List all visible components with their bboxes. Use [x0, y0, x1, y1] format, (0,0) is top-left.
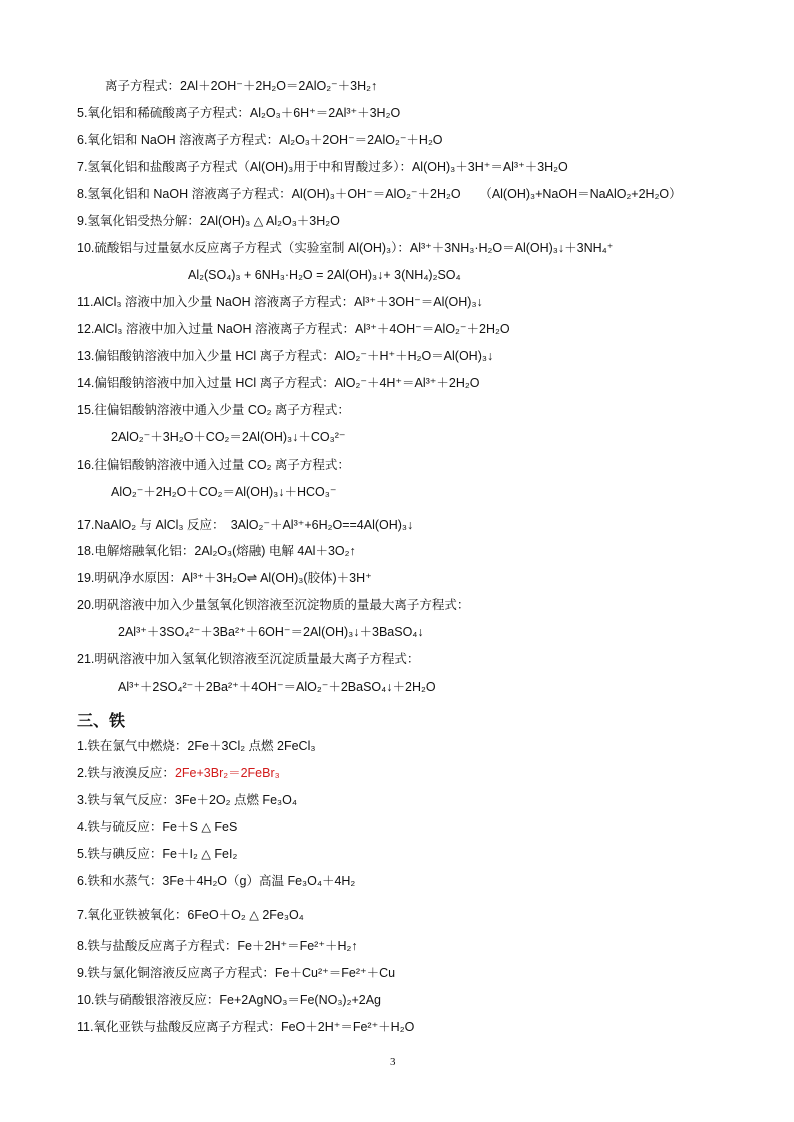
- equation-line: [77, 347, 493, 365]
- equation-line: [77, 964, 395, 982]
- equation-text: Al³⁺＋2SO₄²⁻＋2Ba²⁺＋4OH⁻＝AlO₂⁻＋2BaSO₄↓＋2H₂O: [118, 680, 436, 694]
- equation-text: 7.氧化亚铁被氧化：6FeO＋O₂ △ 2Fe₃O₄: [77, 908, 304, 922]
- equation-text: 16.往偏铝酸钠溶液中通入过量 CO₂ 离子方程式：: [77, 458, 350, 472]
- equation-text: 7.氢氧化铝和盐酸离子方程式（Al(OH)₃用于中和胃酸过多）：Al(OH)₃＋3H⁺＝Al³⁺＋3H₂O: [77, 160, 568, 174]
- equation-line: [77, 293, 483, 311]
- equation-text: 5.氧化铝和稀硫酸离子方程式：Al₂O₃＋6H⁺＝2Al³⁺＋3H₂O: [77, 106, 401, 120]
- equation-line: [77, 569, 372, 587]
- equation-line: [188, 266, 461, 284]
- equation-line: [77, 239, 613, 257]
- equation-text: 17.NaAlO₂ 与 AlCl₃ 反应： 3AlO₂⁻＋Al³⁺+6H₂O==4Al(OH)₃↓: [77, 518, 414, 532]
- equation-text: 21.明矾溶液中加入氢氧化钡溶液至沉淀质量最大离子方程式：: [77, 652, 420, 666]
- equation-text: 18.电解熔融氧化铝：2Al₂O₃(熔融) 电解 4Al＋3O₂↑: [77, 544, 356, 558]
- equation-line: [77, 1018, 414, 1036]
- section-heading-iron: 三、铁: [77, 713, 126, 730]
- equation-line: [77, 991, 381, 1009]
- equation-line: [77, 764, 280, 782]
- equation-text: 2AlO₂⁻＋3H₂O＋CO₂＝2Al(OH)₃↓＋CO₃²⁻: [111, 430, 346, 444]
- equation-line: [77, 185, 682, 203]
- equation-line: [118, 623, 424, 641]
- equation-line: [77, 320, 510, 338]
- equation-line: [111, 428, 345, 446]
- equation-text: 3.铁与氧气反应：3Fe＋2O₂ 点燃 Fe₃O₄: [77, 793, 297, 807]
- equation-line: [77, 650, 419, 668]
- equation-text: 5.铁与碘反应：Fe＋I₂ △ FeI₂: [77, 847, 238, 861]
- equation-line: [77, 596, 469, 614]
- equation-line: [77, 937, 358, 955]
- equation-text: 1.铁在氯气中燃烧：2Fe＋3Cl₂ 点燃 2FeCl₃: [77, 739, 316, 753]
- equation-text: 20.明矾溶液中加入少量氢氧化钡溶液至沉淀物质的量最大离子方程式：: [77, 598, 470, 612]
- equation-line: [77, 791, 297, 809]
- equation-line: [77, 906, 304, 924]
- equation-text: 8.氢氧化铝和 NaOH 溶液离子方程式：Al(OH)₃＋OH⁻＝AlO₂⁻＋2H₂O （Al(OH)₃+NaOH＝NaAlO₂+2H₂O）: [77, 187, 682, 201]
- equation-text: 10.铁与硝酸银溶液反应：Fe+2AgNO₃＝Fe(NO₃)₂+2Ag: [77, 993, 381, 1007]
- equation-text: 6.铁和水蒸气：3Fe＋4H₂O（g）高温 Fe₃O₄＋4H₂: [77, 874, 356, 888]
- equation-text: 19.明矾净水原因：Al³⁺＋3H₂O⇌ Al(OH)₃(胶体)＋3H⁺: [77, 571, 372, 585]
- equation-text: 4.铁与硫反应：Fe＋S △ FeS: [77, 820, 238, 834]
- equation-line: [77, 872, 355, 890]
- equation-text: 15.往偏铝酸钠溶液中通入少量 CO₂ 离子方程式：: [77, 403, 350, 417]
- equation-text: 11.氧化亚铁与盐酸反应离子方程式：FeO＋2H⁺＝Fe²⁺＋H₂O: [77, 1020, 415, 1034]
- equation-line: [77, 516, 413, 534]
- equation-text: 12.AlCl₃ 溶液中加入过量 NaOH 溶液离子方程式：Al³⁺＋4OH⁻＝AlO₂⁻＋2H₂O: [77, 322, 510, 336]
- equation-line: [77, 158, 568, 176]
- equation-text: 14.偏铝酸钠溶液中加入过量 HCl 离子方程式：AlO₂⁻＋4H⁺＝Al³⁺＋2H₂O: [77, 376, 480, 390]
- equation-text: 8.铁与盐酸反应离子方程式：Fe＋2H⁺＝Fe²⁺＋H₂↑: [77, 939, 358, 953]
- equation-text: 11.AlCl₃ 溶液中加入少量 NaOH 溶液离子方程式：Al³⁺＋3OH⁻＝Al(OH)₃↓: [77, 295, 483, 309]
- equation-text: 10.硫酸铝与过量氨水反应离子方程式（实验室制 Al(OH)₃）：Al³⁺＋3NH₃·H₂O＝Al(OH)₃↓＋3NH₄⁺: [77, 241, 614, 255]
- equation-line: [77, 845, 237, 863]
- page-number: 3: [390, 1056, 396, 1068]
- equation-line: [77, 374, 479, 392]
- equation-line: [77, 456, 350, 474]
- equation-text: Al₂(SO₄)₃ + 6NH₃·H₂O = 2Al(OH)₃↓+ 3(NH₄)₂SO₄: [188, 268, 461, 282]
- equation-line: [77, 401, 350, 419]
- equation-text: 13.偏铝酸钠溶液中加入少量 HCl 离子方程式：AlO₂⁻＋H⁺＋H₂O＝Al(OH)₃↓: [77, 349, 494, 363]
- equation-line: [105, 77, 377, 95]
- equation-text: 2.铁与液溴反应：: [77, 766, 175, 780]
- equation-text: AlO₂⁻＋2H₂O＋CO₂＝Al(OH)₃↓＋HCO₃⁻: [111, 485, 337, 499]
- equation-text: 6.氧化铝和 NaOH 溶液离子方程式：Al₂O₃＋2OH⁻＝2AlO₂⁻＋H₂O: [77, 133, 443, 147]
- equation-line: [77, 737, 315, 755]
- equation-line: [77, 131, 443, 149]
- equation-text: 离子方程式：2Al＋2OH⁻＋2H₂O＝2AlO₂⁻＋3H₂↑: [105, 79, 378, 93]
- equation-line: [77, 104, 400, 122]
- equation-line: [77, 542, 356, 560]
- equation-text: 9.铁与氯化铜溶液反应离子方程式：Fe＋Cu²⁺＝Fe²⁺＋Cu: [77, 966, 396, 980]
- highlighted-equation: 2Fe+3Br₂＝2FeBr₃: [174, 766, 280, 780]
- equation-line: [118, 678, 436, 696]
- equation-line: [111, 483, 336, 501]
- equation-text: 2Al³⁺＋3SO₄²⁻＋3Ba²⁺＋6OH⁻＝2Al(OH)₃↓＋3BaSO₄↓: [118, 625, 424, 639]
- equation-line: [77, 818, 237, 836]
- equation-line: [77, 212, 340, 230]
- equation-text: 9.氢氧化铝受热分解：2Al(OH)₃ △ Al₂O₃＋3H₂O: [77, 214, 340, 228]
